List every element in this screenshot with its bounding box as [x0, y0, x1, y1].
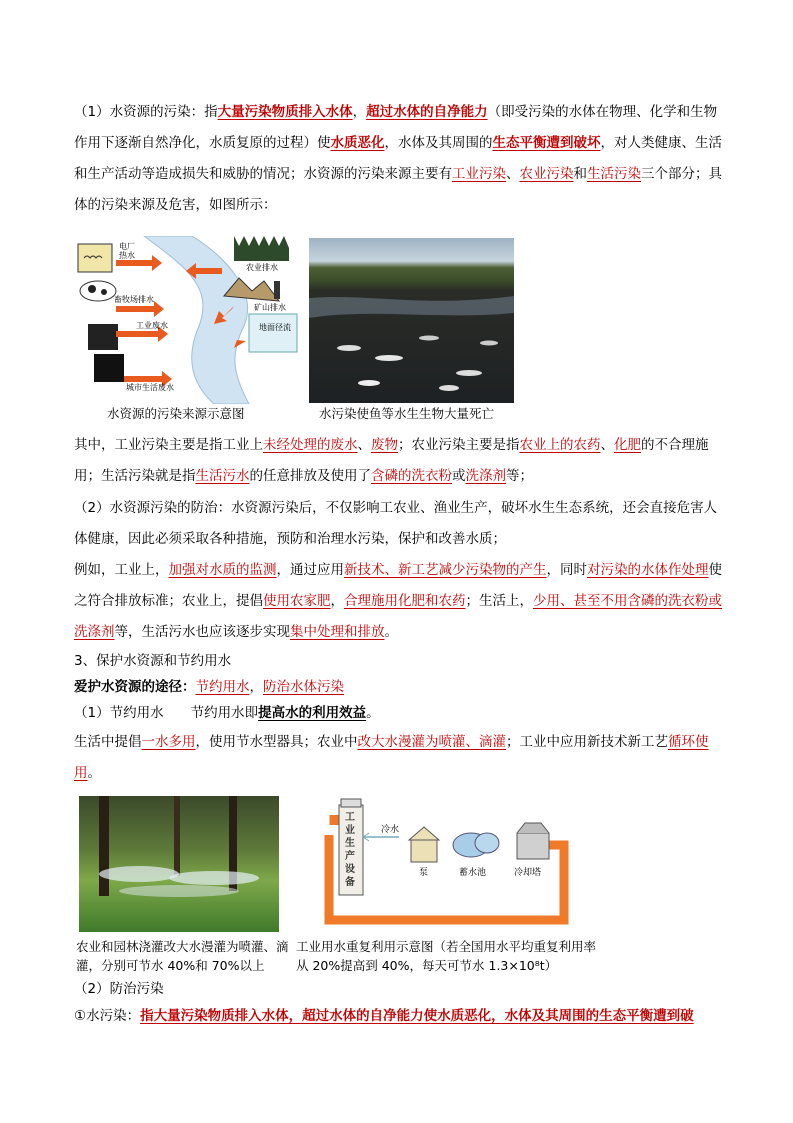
- text: 生活中提倡: [74, 734, 142, 750]
- label-reservoir: 蓄水池: [459, 868, 487, 878]
- water-recycling-diagram: [299, 795, 589, 935]
- label-farm-drain: 农业排水: [246, 263, 278, 272]
- text: 和: [573, 166, 587, 182]
- text: ，: [249, 679, 263, 695]
- label-mine: 矿山排水: [254, 303, 286, 312]
- key-term: 含磷的洗衣粉: [371, 468, 452, 484]
- text: 、: [357, 437, 371, 453]
- text: ，同时: [546, 562, 587, 578]
- text: ；工业中应用新技术新工艺: [506, 734, 668, 750]
- key-term: 生活污染: [587, 166, 641, 182]
- key-term: 未经处理的废水: [263, 437, 358, 453]
- key-term: 加强对水质的监测: [168, 562, 277, 578]
- key-term: 合理施用化肥和农药: [344, 593, 466, 609]
- text: 等；: [506, 468, 533, 484]
- label-cooling-tower: 冷却塔: [514, 868, 542, 878]
- key-term: 超过水体的自净能力: [366, 104, 488, 120]
- key-term: 废物: [371, 437, 398, 453]
- key-term: 新技术、新工艺减少污染物的产生: [344, 562, 547, 578]
- text: 。: [366, 705, 380, 721]
- paragraph-prevention: （2）水资源污染的防治：水资源污染后，不仅影响工农业、渔业生产，破坏水生生态系统，还会直接危害人体健康，因此必须采取各种措施，预防和治理水污染，保护和改善水质；: [74, 500, 718, 547]
- text: ，: [352, 104, 367, 120]
- text: ，使用节水型器具；农业中: [195, 734, 358, 750]
- label-pump: 泵: [419, 868, 429, 878]
- sprinkler-photo: [79, 796, 279, 932]
- caption-sprinkler: 农业和园林浇灌改大水漫灌为喷灌、滴灌，分别可节水 40%和 70%以上: [76, 939, 289, 973]
- text: ；生活上，: [465, 593, 533, 609]
- paragraph-water-saving-practices: [74, 727, 724, 789]
- text: ，对人类健康、生活和生产活动等造成损失和威胁的情况；水资源的污染来源主要有: [74, 135, 722, 182]
- label-city-sewage: 城市生活废水: [126, 383, 174, 392]
- key-term: 集中处理和排放: [290, 624, 385, 640]
- key-term: 农业上的农药: [519, 437, 601, 453]
- bold-label: 爱护水资源的途径：: [74, 679, 196, 695]
- paragraph-pollution-types: [74, 430, 724, 492]
- label-industrial-equipment: 工业生产设备: [345, 812, 355, 888]
- key-term: 生活污水: [195, 468, 250, 484]
- dead-fish-svg: [309, 238, 514, 403]
- text: 使之符合排放标准；农业上，提倡: [74, 562, 722, 609]
- text: ①水污染：: [74, 1008, 141, 1024]
- paragraph-water-pollution-definition: [74, 97, 724, 221]
- text: ，: [330, 593, 344, 609]
- key-term: 指大量污染物质排入水体，超过水体的自净能力使水质恶化，水体及其周围的: [140, 1008, 600, 1024]
- text: 其中，工业污染主要是指工业上: [74, 437, 263, 453]
- paragraph-prevent-pollution: （2）防治污染: [74, 981, 164, 997]
- dead-fish-photo: [309, 238, 514, 403]
- sprinkler-svg: [79, 796, 279, 932]
- text: 例如，工业上，: [74, 562, 169, 578]
- key-term: 节约用水: [195, 679, 250, 695]
- caption-dead-fish: 水污染使鱼等水生生物大量死亡: [319, 406, 495, 421]
- label-power-plant: 电厂热水: [119, 242, 135, 260]
- key-term: 提高水的利用效益: [258, 705, 367, 721]
- text: 。: [384, 624, 398, 640]
- paragraph-save-water: [74, 700, 724, 726]
- key-term: 农业污染: [519, 166, 574, 182]
- text: ，水体及其周围的: [384, 135, 493, 151]
- label-surface-runoff: 地面径流: [259, 323, 291, 332]
- text: （1）水资源的污染：指: [74, 104, 218, 120]
- paragraph-examples: [74, 555, 724, 648]
- recycling-svg: [299, 795, 589, 935]
- label-industry: 工业废水: [136, 321, 168, 330]
- text: 。: [87, 765, 101, 781]
- key-term: 少用、甚至不用含磷的洗衣粉或洗涤剂: [74, 593, 722, 640]
- key-term: 改大水漫灌为喷灌、滴灌: [357, 734, 506, 750]
- text: ；农业污染主要是指: [398, 437, 520, 453]
- text: 、: [600, 437, 614, 453]
- text: （1）节约用水 节约用水即: [74, 705, 259, 721]
- text: 等，生活污水也应该逐步实现: [114, 624, 290, 640]
- text: 、: [506, 166, 520, 182]
- section-heading: 3、保护水资源和节约用水: [74, 653, 232, 669]
- key-term: 化肥: [614, 437, 641, 453]
- text: 三个部分；具体的污染来源及危害，如图所示：: [74, 166, 722, 213]
- key-term: 水质恶化: [330, 135, 385, 151]
- key-term: 防治水体污染: [263, 679, 344, 695]
- key-term: 循环使用: [74, 734, 709, 781]
- text: 的不合理施用；生活污染就是指: [74, 437, 709, 484]
- paragraph-water-pollution: [74, 1003, 724, 1029]
- label-livestock: 畜牧场排水: [114, 295, 154, 304]
- caption-water-recycling: 工业用水重复利用示意图（若全国用水平均重复利用率从 20%提高到 40%，每天可节水 1.3×10⁸t）: [296, 939, 597, 973]
- key-term: 工业污染: [452, 166, 506, 182]
- key-term: 使用农家肥: [263, 593, 331, 609]
- pollution-sources-diagram: [74, 236, 304, 404]
- text: ，通过应用: [276, 562, 344, 578]
- text: （即受污染的水体在物理、化学和生物作用下逐渐自然净化，水质复原的过程）使: [74, 104, 718, 151]
- paragraph-ways-to-protect: [74, 674, 724, 700]
- key-term: 生态平衡遭到破坏: [492, 135, 601, 151]
- text: 的任意排放及使用了: [249, 468, 371, 484]
- caption-pollution-sources: 水资源的污染来源示意图: [107, 406, 245, 421]
- key-term: 洗涤剂: [465, 468, 506, 484]
- label-cold-water: 冷水: [381, 825, 400, 835]
- key-term: 一水多用: [141, 734, 196, 750]
- key-term: 对污染的水体作处理: [587, 562, 709, 578]
- key-term: 大量污染物质排入水体: [217, 104, 353, 120]
- key-term: 生态平衡遭到破: [599, 1008, 694, 1024]
- text: 或: [452, 468, 466, 484]
